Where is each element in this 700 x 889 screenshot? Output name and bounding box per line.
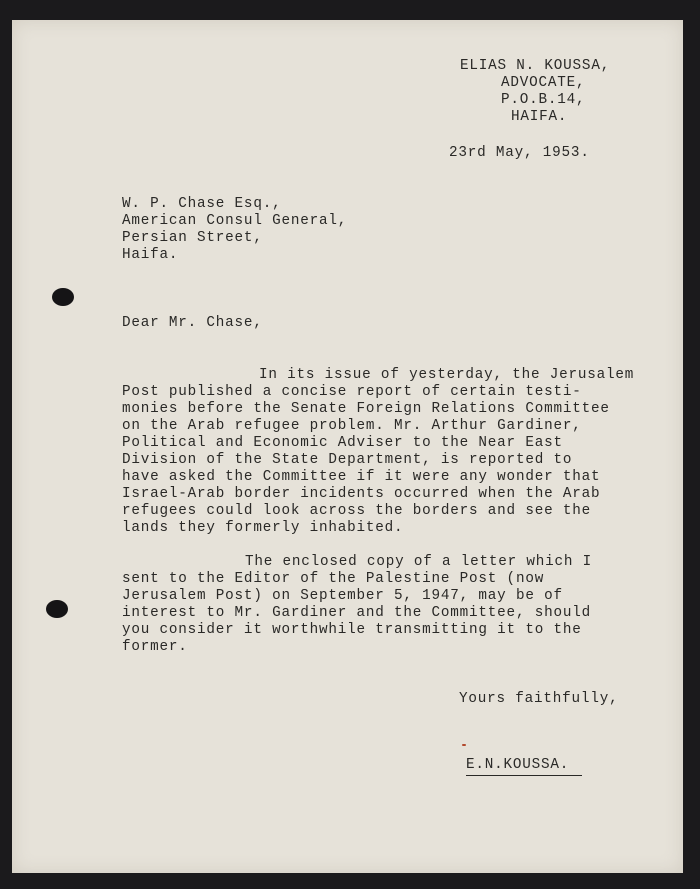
paragraph-1-line: on the Arab refugee problem. Mr. Arthur Gardiner, xyxy=(122,418,582,434)
recipient-line-1: W. P. Chase Esq., xyxy=(122,196,282,212)
paragraph-2-line: sent to the Editor of the Palestine Post (now xyxy=(122,571,545,587)
punch-hole-bottom xyxy=(46,600,68,618)
paragraph-2-line: The enclosed copy of a letter which I xyxy=(245,554,593,570)
paragraph-1-line: refugees could look across the borders and see the xyxy=(122,503,591,519)
paragraph-1-line: Post published a concise report of certain testi- xyxy=(122,384,582,400)
paragraph-1-line: Israel-Arab border incidents occurred when the Arab xyxy=(122,486,601,502)
recipient-line-3: Persian Street, xyxy=(122,230,263,246)
paragraph-2-line: former. xyxy=(122,639,188,655)
paragraph-1-line: monies before the Senate Foreign Relations Committee xyxy=(122,401,610,417)
signature: E.N.KOUSSA. xyxy=(466,757,570,773)
paragraph-1-line: In its issue of yesterday, the Jerusalem xyxy=(259,367,635,383)
paragraph-1-line: have asked the Committee if it were any wonder that xyxy=(122,469,601,485)
paragraph-1-line: lands they formerly inhabited. xyxy=(122,520,404,536)
sender-name: ELIAS N. KOUSSA, xyxy=(460,58,611,74)
paragraph-2-line: Jerusalem Post) on September 5, 1947, may be of xyxy=(122,588,563,604)
paragraph-1-line: Political and Economic Adviser to the Near East xyxy=(122,435,563,451)
paragraph-2-line: interest to Mr. Gardiner and the Committee, should xyxy=(122,605,591,621)
paragraph-2-line: you consider it worthwhile transmitting it to the xyxy=(122,622,582,638)
letter-date: 23rd May, 1953. xyxy=(449,145,590,161)
paragraph-1-line: Division of the State Department, is reported to xyxy=(122,452,573,468)
sender-title: ADVOCATE, xyxy=(501,75,586,91)
closing: Yours faithfully, xyxy=(459,691,619,707)
sender-city: HAIFA. xyxy=(511,109,568,125)
recipient-line-4: Haifa. xyxy=(122,247,179,263)
salutation: Dear Mr. Chase, xyxy=(122,315,263,331)
sender-pob: P.O.B.14, xyxy=(501,92,586,108)
punch-hole-top xyxy=(52,288,74,306)
pen-mark xyxy=(462,744,466,746)
recipient-line-2: American Consul General, xyxy=(122,213,348,229)
signature-underline xyxy=(466,775,582,776)
